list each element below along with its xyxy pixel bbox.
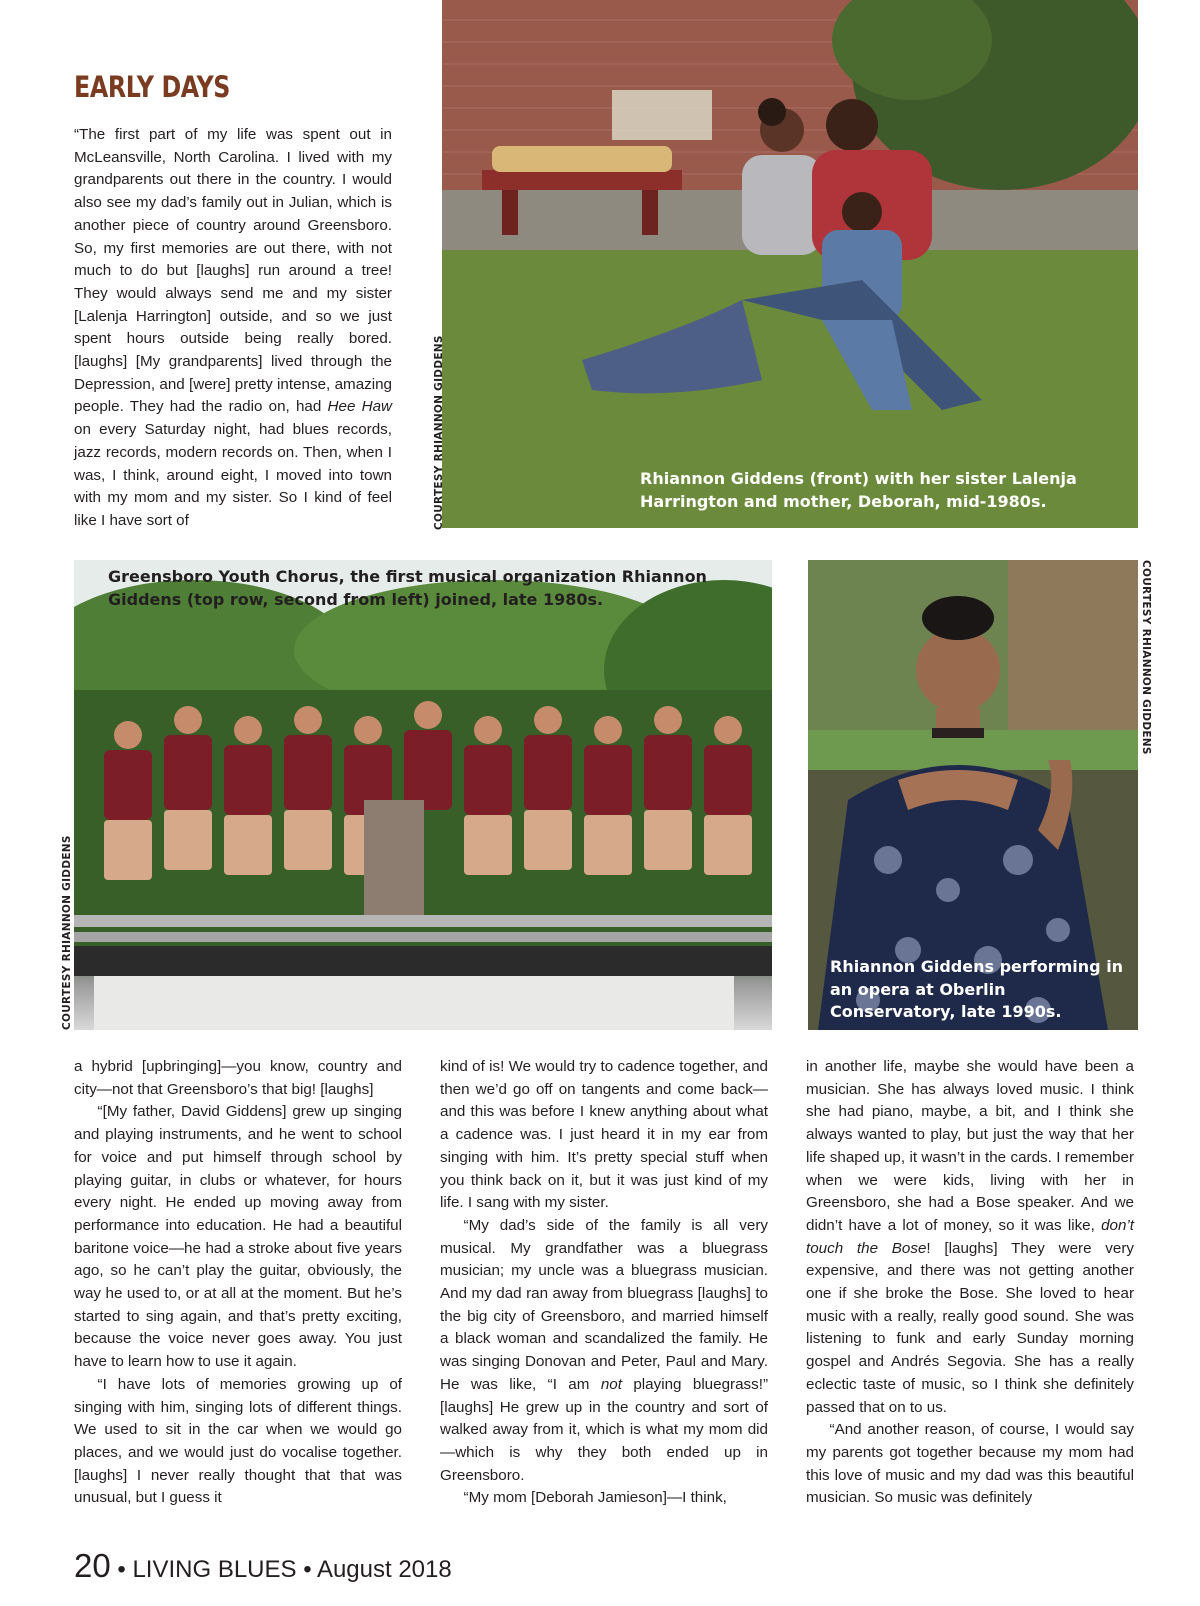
body-paragraph: “My dad’s side of the family is all very musical. My grandfather was a bluegrass musician; my uncle was a bluegrass musician. And my dad ran away from bluegrass [laughs] to the big city of Greensboro, and married himself a black woman and scandalized the family. He was singing Donovan and Peter, Paul and Mary. He was like, “I am not playing bluegrass!” [laughs] He grew up in the country and sort of walked away from it, which is what my mom did—which is why they both ended up in Greensboro. bbox=[440, 1216, 768, 1484]
body-paragraph: “[My father, David Giddens] grew up singing and playing instruments, and he went to school for voice and put himself through school by playing guitar, in clubs or whatever, for hours every night. He ended up moving away from performance into education. He had a beautiful baritone voice—he had a stroke about five years ago, so he can’t play the guitar, obviously, the way he used to, or at all at the moment. But he’s started to sing again, and that’s pretty exciting, because the voice never goes away. You just have to learn how to use it again. bbox=[74, 1103, 402, 1371]
photo-caption-family: Rhiannon Giddens (front) with her sister Lalenja Harrington and mother, Deborah, mid-1980s. bbox=[640, 469, 1077, 511]
body-column-1 bbox=[74, 1056, 402, 1510]
publication-line: • LIVING BLUES • August 2018 bbox=[117, 1556, 452, 1583]
body-paragraph: “And another reason, of course, I would say my parents got together because my mom had this love of music and my dad was this beautiful musician. So music was definitely bbox=[806, 1421, 1134, 1507]
photo-credit-opera: COURTESY RHIANNON GIDDENS bbox=[1140, 560, 1152, 755]
body-column-2 bbox=[440, 1056, 768, 1510]
body-paragraph: kind of is! We would try to cadence together, and then we’d go off on tangents and come back—and this was before I knew anything about what a cadence was. I just heard it in my ear from singing with him. It’s pretty special stuff when you think back on it, but it was just kind of my life. I sang with my sister. bbox=[440, 1058, 768, 1212]
emphasis: don’t touch the Bose bbox=[806, 1216, 1134, 1257]
chorus-photo-illustration bbox=[74, 560, 772, 1030]
emphasis: not bbox=[600, 1375, 622, 1393]
body-paragraph: “I have lots of memories growing up of singing with him, singing lots of different things. We used to sit in the car when we would go places, and we would just do vocalise together. [laughs] I never really thought that that was unusual, but I guess it bbox=[74, 1375, 402, 1507]
page-folio bbox=[74, 1547, 452, 1585]
body-paragraph: in another life, maybe she would have been a musician. She has always loved music. I think she had piano, maybe, a bit, and I think she always wanted to play, but just the way that her life shaped up, it wasn’t in the cards. I remember when we were kids, living with her in Greensboro, she had a Bose speaker. And we didn’t have a lot of money, so it was like, don’t touch the Bose! [laughs] They were very expensive, and there was not getting another one if she broke the Bose. She loved to hear music with a really, really good sound. She was listening to funk and early Sunday morning gospel and Andrés Segovia. She has a really eclectic taste of music, so I think she definitely passed that on to us. bbox=[806, 1058, 1134, 1416]
family-photo-illustration bbox=[442, 0, 1138, 528]
intro-paragraph: “The first part of my life was spent out in McLeansville, North Carolina. I lived with my grandparents out there in the country. I would also see my dad’s family out in Julian, which is another piece of country around Greensboro. So, my first memories are out there, with not much to do but [laughs] run around a tree! They would always send me and my sister [Lalenja Harrington] outside, and so we just spent hours outside being really bored. [laughs] [My grandparents] lived through the Depression, and [were] pretty intense, amazing people. They had the radio on, had Hee Haw on every Saturday night, had blues records, jazz records, modern records on. Then, when I was, I think, around eight, I moved into town with my mom and my sister. So I kind of feel like I have sort of bbox=[74, 126, 392, 529]
photo-credit-chorus: COURTESY RHIANNON GIDDENS bbox=[61, 835, 73, 1030]
photo-caption-chorus: Greensboro Youth Chorus, the first musical organization Rhiannon Giddens (top row, second from left) joined, late 1980s. bbox=[108, 567, 707, 609]
photo-credit-family: COURTESY RHIANNON GIDDENS bbox=[433, 335, 445, 530]
intro-column bbox=[74, 124, 392, 533]
show-title: Hee Haw bbox=[327, 398, 392, 416]
body-column-3 bbox=[806, 1056, 1134, 1510]
chorus-photo bbox=[74, 560, 772, 1030]
page-number: 20 bbox=[74, 1547, 111, 1584]
body-paragraph: “My mom [Deborah Jamieson]—I think, bbox=[463, 1489, 727, 1507]
family-photo bbox=[442, 0, 1138, 528]
photo-caption-opera: Rhiannon Giddens performing in an opera at Oberlin Conservatory, late 1990s. bbox=[830, 957, 1124, 1021]
section-headline: EARLY DAYS bbox=[74, 70, 231, 104]
body-paragraph: a hybrid [upbringing]—you know, country and city—not that Greensboro’s that big! [laughs] bbox=[74, 1058, 402, 1098]
